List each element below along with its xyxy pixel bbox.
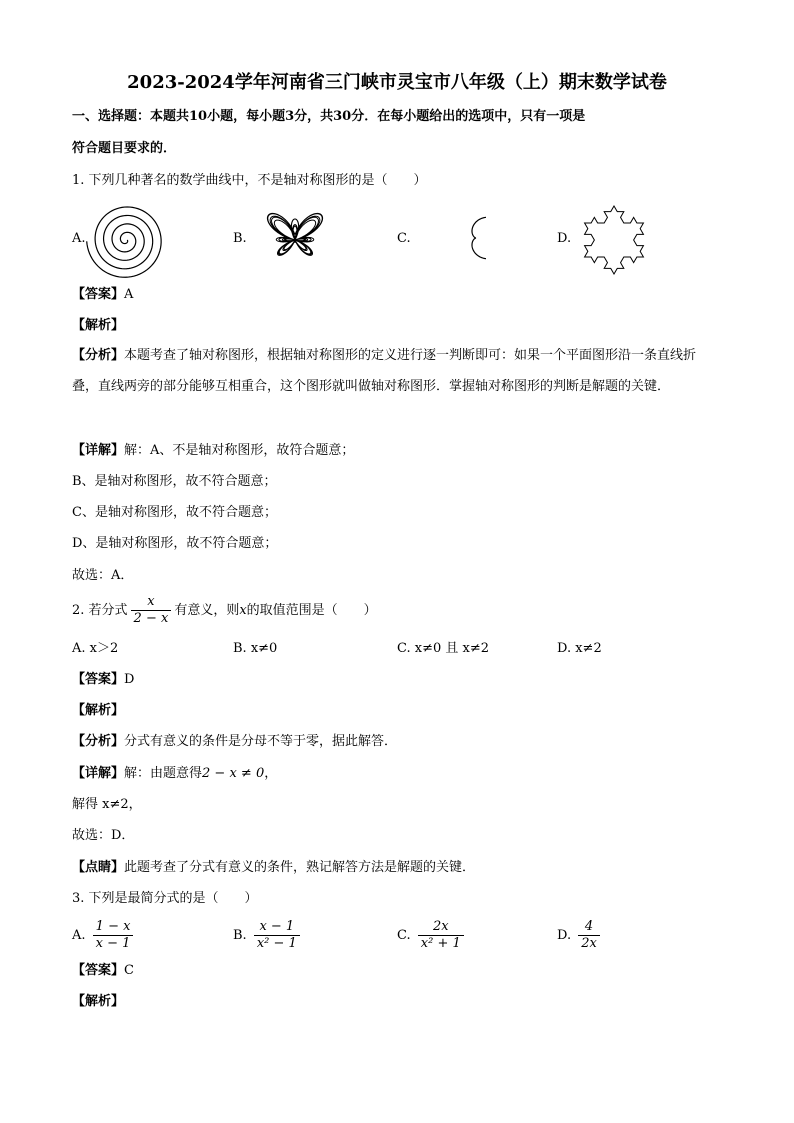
q2-answer-label: 【答案】 <box>72 672 125 687</box>
section-heading-line-2: 符合题目要求的． <box>72 141 177 156</box>
q2-option-a: A. x＞2 <box>72 641 119 656</box>
q3-option-b <box>233 918 303 954</box>
q3-analysis-label: 【解析】 <box>72 994 125 1009</box>
q3-option-b-fraction <box>254 919 300 952</box>
q2-frac-den: 2 − x <box>133 611 169 626</box>
q3-option-c-label: C. <box>397 928 411 943</box>
q1-fenxi-text: 本题考查了轴对称图形，根据轴对称图形的定义进行逐一判断即可：如果一个平面图形沿一条直线折叠，直线两旁的部分能够互相重合，这个图形就叫做轴对称图形．掌握轴对称图形的判断是解题的关键． <box>72 348 697 394</box>
q3-option-d-num: 4 <box>578 919 600 936</box>
q2-option-b: B. x≠0 <box>233 641 278 656</box>
q1-detail-2: B、是轴对称图形，故不符合题意； <box>72 474 277 489</box>
q1-detail-1 <box>72 441 354 461</box>
q1-answer <box>72 285 133 305</box>
q2-dianjing-label: 【点睛】 <box>72 860 125 875</box>
q2-option-c: C. x≠0 且 x≠2 <box>397 641 490 656</box>
q1-stem: 1. 下列几种著名的数学曲线中，不是轴对称图形的是（ ） <box>72 173 427 188</box>
spiral-icon <box>84 200 174 282</box>
q2-solve: 解得 x≠2， <box>72 797 142 812</box>
q1-fenxi-label: 【分析】 <box>72 348 125 363</box>
q3-option-d-fraction <box>578 919 600 952</box>
q1-option-b-label: B. <box>233 231 247 246</box>
q3-option-a-label: A. <box>72 928 86 943</box>
q1-fenxi <box>72 341 722 402</box>
q3-option-a-fraction <box>93 919 134 952</box>
q1-option-d-label: D. <box>557 231 572 246</box>
q3-option-d-den: 2x <box>581 936 597 951</box>
q2-option-d: D. x≠2 <box>557 641 602 656</box>
q2-dianjing <box>72 858 475 878</box>
q1-detail-1-text: 解：A、不是轴对称图形，故符合题意； <box>124 443 355 458</box>
q2-stem-var: x <box>239 603 247 618</box>
q2-detail <box>72 764 277 784</box>
q3-option-d <box>557 918 603 954</box>
q2-frac-num: x <box>131 594 172 611</box>
page-title: 2023-2024学年河南省三门峡市灵宝市八年级（上）期末数学试卷 <box>127 72 667 93</box>
q3-option-b-label: B. <box>233 928 247 943</box>
q3-option-b-den: x² − 1 <box>256 936 297 951</box>
q3-stem: 3. 下列是最简分式的是（ ） <box>72 891 258 906</box>
butterfly-curve-icon <box>250 200 340 272</box>
q2-answer <box>72 670 134 690</box>
q2-detail-expr: 2 − x ≠ 0 <box>202 766 265 781</box>
q3-answer <box>72 961 134 981</box>
section-heading-line-1: 一、选择题：本题共10小题，每小题3分，共30分．在每小题给出的选项中，只有一项是 <box>72 109 586 124</box>
q1-answer-value: A <box>124 287 134 302</box>
q3-option-d-label: D. <box>557 928 572 943</box>
q1-detail-4: D、是轴对称图形，故不符合题意； <box>72 536 278 551</box>
q2-stem-end: 的取值范围是（ ） <box>246 603 377 618</box>
cardioid-icon <box>414 205 486 271</box>
q2-conclusion: 故选：D． <box>72 828 135 843</box>
q2-detail-label: 【详解】 <box>72 766 125 781</box>
q3-option-a <box>72 918 136 954</box>
q2-stem-fraction <box>131 594 172 627</box>
koch-snowflake-icon <box>574 198 654 278</box>
q3-option-a-den: x − 1 <box>95 936 131 951</box>
q2-fenxi-text: 分式有意义的条件是分母不等于零，据此解答． <box>124 734 398 749</box>
q2-stem-pre: 2. 若分式 <box>72 603 128 618</box>
q3-answer-value: C <box>124 963 134 978</box>
q1-detail-label: 【详解】 <box>72 443 125 458</box>
q1-detail-3: C、是轴对称图形，故不符合题意； <box>72 505 277 520</box>
q2-dianjing-text: 此题考查了分式有意义的条件，熟记解答方法是解题的关键． <box>124 860 476 875</box>
q1-option-c-label: C. <box>397 231 411 246</box>
q3-option-c-fraction <box>418 919 464 952</box>
q2-stem-post: 有意义，则 <box>174 603 240 618</box>
q2-answer-value: D <box>124 672 135 687</box>
q3-option-b-num: x − 1 <box>254 919 300 936</box>
q2-analysis-label: 【解析】 <box>72 703 125 718</box>
q3-option-c-num: 2x <box>418 919 464 936</box>
q1-conclusion: 故选：A． <box>72 568 134 583</box>
q3-answer-label: 【答案】 <box>72 963 125 978</box>
q1-answer-label: 【答案】 <box>72 287 125 302</box>
q3-option-a-num: 1 − x <box>93 919 134 936</box>
q3-option-c <box>397 918 467 954</box>
q2-detail-post: ， <box>264 766 278 781</box>
q2-stem <box>72 593 377 629</box>
q1-option-a-label: A. <box>72 231 86 246</box>
q3-option-c-den: x² + 1 <box>420 936 461 951</box>
q2-fenxi <box>72 732 397 752</box>
q1-analysis-label: 【解析】 <box>72 318 125 333</box>
q2-fenxi-label: 【分析】 <box>72 734 125 749</box>
q2-detail-pre: 解：由题意得 <box>124 766 203 781</box>
